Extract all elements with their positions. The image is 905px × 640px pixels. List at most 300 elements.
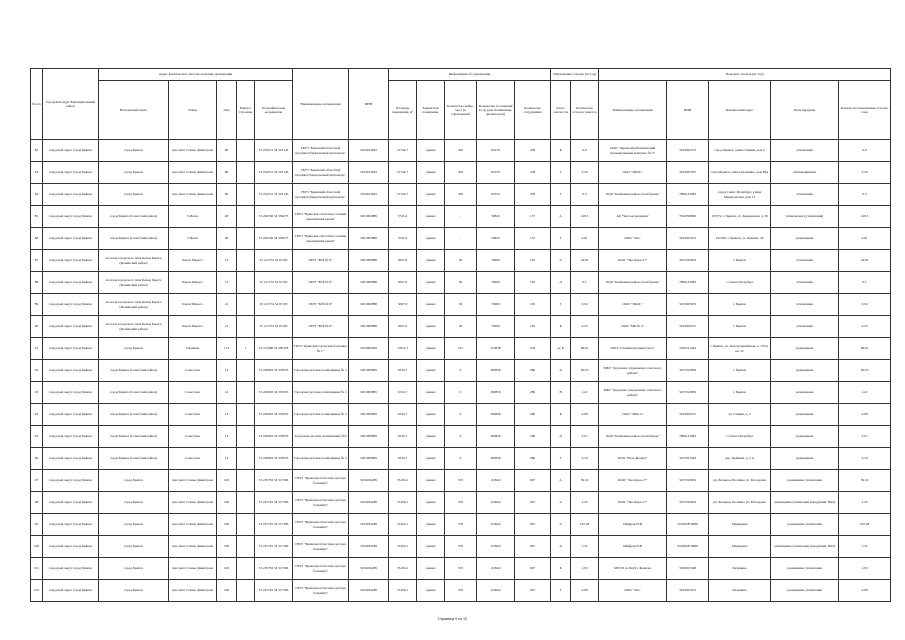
cell-purpose: размещение <box>771 360 839 382</box>
col-house: Дом <box>217 81 237 140</box>
cell-building <box>237 426 255 448</box>
row-number: 83 <box>31 162 43 184</box>
col-locality: Населенный пункт <box>99 81 169 140</box>
cell-inn: 3234034289 <box>349 470 389 492</box>
row-number: 84 <box>31 184 43 206</box>
cell-visits: 119942 <box>477 558 515 580</box>
col-waste-qty: Количество отходов тонн/год <box>571 81 599 140</box>
cell-transferred-qty: 0,02 <box>839 294 891 316</box>
cell-recipient-inn: 3232007935 <box>667 162 709 184</box>
cell-org: ГБУЗ "Брянская областная детская больница" <box>293 470 349 492</box>
cell-locality: город Брянск (Советский район) <box>99 206 169 228</box>
cell-building <box>237 382 255 404</box>
cell-street: проспект Станке Димитрова <box>169 514 217 536</box>
cell-recipient-address: город Санкт-Петербург, улица Минеральная, дом 13 <box>709 184 771 206</box>
cell-class: А <box>551 250 571 272</box>
cell-building-type: здание <box>417 338 445 360</box>
cell-inn: 3232000950 <box>349 338 389 360</box>
cell-org: ГБУЗ "Брянская областная детская больница" <box>293 558 349 580</box>
cell-recipient: ООО "Эко" <box>599 228 667 250</box>
table-row <box>31 426 891 448</box>
row-number: 100 <box>31 536 43 558</box>
cell-house: 12 <box>217 250 237 272</box>
cell-transferred-qty: 7,35 <box>839 536 891 558</box>
cell-building-type: здание <box>417 492 445 514</box>
cell-class: Д <box>551 272 571 294</box>
cell-class: Г <box>551 228 571 250</box>
cell-street: Советская <box>169 404 217 426</box>
table-row <box>31 338 891 360</box>
cell-recipient-address: г. Брянск <box>709 294 771 316</box>
cell-locality: поселок городского типа Белые Берега (Фокинский район) <box>99 316 169 338</box>
cell-visits: 282836 <box>477 382 515 404</box>
col-org: Наименование организации <box>293 69 349 140</box>
cell-visits: 50843 <box>477 206 515 228</box>
cell-house: 100 <box>217 558 237 580</box>
cell-recipient-inn: 3234004375 <box>667 404 709 426</box>
cell-building-type: здание <box>417 404 445 426</box>
cell-beds: - <box>445 228 477 250</box>
cell-staff: 907 <box>515 558 551 580</box>
cell-district: городской округ город Брянск <box>43 448 99 470</box>
cell-area: 5007,9 <box>389 316 417 338</box>
cell-org: ГБУЗ "Брянская областная детская больница" <box>293 536 349 558</box>
cell-coords: 53 248093 34 355953 <box>255 448 293 470</box>
cell-district: городской округ город Брянск <box>43 184 99 206</box>
cell-recipient-address: 197372, г. Брянск, ул. Краденкова, д. 39 <box>709 206 771 228</box>
table-row <box>31 272 891 294</box>
cell-inn: 3201002889 <box>349 206 389 228</box>
cell-building <box>237 294 255 316</box>
cell-building-type: здание <box>417 470 445 492</box>
cell-beds: 0 <box>445 404 477 426</box>
table-row <box>31 536 891 558</box>
cell-building-type: здание <box>417 250 445 272</box>
table-row <box>31 580 891 602</box>
cell-area: 35100,1 <box>389 536 417 558</box>
cell-staff: 280 <box>515 360 551 382</box>
cell-house: 80 <box>217 140 237 162</box>
cell-recipient-inn: 3257019954 <box>667 250 709 272</box>
cell-locality: город Брянск <box>99 338 169 360</box>
cell-recipient: ООО "Компания рынок хлопобраны" <box>599 426 667 448</box>
cell-transferred-qty: 0,19 <box>839 448 891 470</box>
cell-district: городской округ город Брянск <box>43 470 99 492</box>
cell-locality: город Брянск <box>99 492 169 514</box>
cell-staff: 478 <box>515 162 551 184</box>
cell-area: 6134,7 <box>389 382 417 404</box>
cell-beds: 0 <box>445 360 477 382</box>
cell-recipient: ООО "Компания рынок хлопобраны" <box>599 184 667 206</box>
cell-house: 14 <box>217 426 237 448</box>
cell-district: городской округ город Брянск <box>43 250 99 272</box>
cell-recipient: ООО "ЭКОС" <box>599 294 667 316</box>
table-row <box>31 514 891 536</box>
cell-recipient-address: рп. Большое Полпино ул. Молодежи <box>709 492 771 514</box>
cell-street: проспект Станке Димитрова <box>169 140 217 162</box>
cell-transferred-qty: 40,03 <box>839 360 891 382</box>
cell-house: 100 <box>217 470 237 492</box>
cell-locality: город Брянск (Советский район) <box>99 426 169 448</box>
cell-class: Д <box>551 426 571 448</box>
cell-coords: 53 211574 34 67193 <box>255 316 293 338</box>
cell-transferred-qty: 44,81 <box>839 250 891 272</box>
cell-waste-qty: 0,08 <box>571 404 599 426</box>
cell-beds: 0 <box>445 426 477 448</box>
cell-purpose: утилизация <box>771 294 839 316</box>
cell-waste-qty: 0,19 <box>571 448 599 470</box>
cell-org: Городская детская поликлиника № 2 <box>293 382 349 404</box>
cell-staff: 137 <box>515 228 551 250</box>
cell-inn: 3201000885 <box>349 404 389 426</box>
cell-waste-qty: 0,02 <box>571 294 599 316</box>
cell-recipient: ООО "Экосфера-17" <box>599 250 667 272</box>
col-num: № п/п <box>31 69 43 140</box>
cell-building-type: здание <box>417 382 445 404</box>
group-info: Информация об учреждении <box>389 69 551 81</box>
cell-class: Г <box>551 580 571 602</box>
cell-recipient-inn: 7806141082 <box>667 426 709 448</box>
table-row <box>31 382 891 404</box>
cell-visits: 76000 <box>477 316 515 338</box>
cell-waste-qty: 0,1 <box>571 272 599 294</box>
cell-class: А <box>551 492 571 514</box>
cell-class: Б <box>551 140 571 162</box>
cell-visits: 119942 <box>477 580 515 602</box>
cell-inn: 3234034289 <box>349 492 389 514</box>
cell-recipient: АО "Чистые решения" <box>599 206 667 228</box>
cell-waste-qty: 0,56 <box>571 162 599 184</box>
cell-inn: 3234034289 <box>349 514 389 536</box>
cell-locality: город Брянск <box>99 558 169 580</box>
table-row <box>31 140 891 162</box>
cell-transferred-qty: 0,56 <box>839 162 891 184</box>
table-row <box>31 316 891 338</box>
row-number: 98 <box>31 492 43 514</box>
cell-staff: 165 <box>515 250 551 272</box>
cell-district: городской округ город Брянск <box>43 558 99 580</box>
cell-house: 48 <box>217 228 237 250</box>
cell-transferred-qty: 2,45 <box>839 492 891 514</box>
cell-transferred-qty: 59,32 <box>839 470 891 492</box>
col-recipient: Наименование организации <box>599 81 667 140</box>
cell-recipient-address: Медведева <box>709 514 771 536</box>
table-row <box>31 558 891 580</box>
cell-recipient: ООО "Деревообрабатывающий промышленный комплекс № 2" <box>599 140 667 162</box>
cell-recipient-inn: 3257019954 <box>667 492 709 514</box>
cell-org: ГБУЗ "Брянская областная детская больница" <box>293 492 349 514</box>
col-recipient-address: Фактический адрес <box>709 81 771 140</box>
cell-class: А <box>551 206 571 228</box>
cell-area: 27144,7 <box>389 184 417 206</box>
cell-house: 12 <box>217 272 237 294</box>
cell-building-type: здание <box>417 272 445 294</box>
cell-recipient-inn: 7806141082 <box>667 184 709 206</box>
cell-coords: 53 248093 34 355953 <box>255 404 293 426</box>
cell-recipient: ООО "Компания рынок хлопобраны" <box>599 272 667 294</box>
cell-building-type: здание <box>417 140 445 162</box>
cell-building <box>237 558 255 580</box>
cell-waste-qty: 1,21 <box>571 382 599 404</box>
cell-building <box>237 250 255 272</box>
cell-purpose: утилизация <box>771 272 839 294</box>
col-beds: Количество койко-мест (в учреждении) <box>445 81 477 140</box>
cell-locality: город Брянск (Советский район) <box>99 360 169 382</box>
cell-area: 27144,7 <box>389 162 417 184</box>
cell-purpose: техническое (утилизация) <box>771 206 839 228</box>
cell-class: А <box>551 536 571 558</box>
cell-recipient-address: г. Брянск <box>709 360 771 382</box>
table-row <box>31 470 891 492</box>
table-row <box>31 294 891 316</box>
cell-area: 35100,1 <box>389 558 417 580</box>
cell-street: проспект Станке Димитрова <box>169 470 217 492</box>
cell-district: городской округ город Брянск <box>43 536 99 558</box>
cell-inn: 3201000888 <box>349 294 389 316</box>
col-street: Улица <box>169 81 217 140</box>
cell-class: А <box>551 514 571 536</box>
cell-street: Карла Маркса <box>169 316 217 338</box>
cell-beds: 50 <box>445 316 477 338</box>
cell-recipient-inn: 3234004373 <box>667 140 709 162</box>
cell-locality: город Брянск <box>99 184 169 206</box>
cell-building-type: здание <box>417 316 445 338</box>
cell-beds: 0 <box>445 382 477 404</box>
document-sheet <box>30 68 889 602</box>
cell-org: ГБУЗ "Брянский областной противотуберкулезный диспансер" <box>293 140 349 162</box>
cell-recipient: ООО "Экосфера-17" <box>599 470 667 492</box>
cell-recipient-inn: 323202874689 <box>667 514 709 536</box>
cell-visits: 91070 <box>477 184 515 206</box>
cell-locality: поселок городского типа Белые Берега (Фокинский район) <box>99 294 169 316</box>
row-number: 97 <box>31 470 43 492</box>
cell-coords: 53 248093 34 355953 <box>255 360 293 382</box>
cell-purpose: размещение <box>771 404 839 426</box>
cell-coords: 53 211574 34 67193 <box>255 294 293 316</box>
cell-building-type: здание <box>417 184 445 206</box>
cell-locality: город Брянск (Советский район) <box>99 228 169 250</box>
cell-class: Г <box>551 184 571 206</box>
cell-visits: 76000 <box>477 294 515 316</box>
header-row-groups <box>31 69 891 81</box>
cell-class: В <box>551 382 571 404</box>
cell-waste-qty: 2,45 <box>571 492 599 514</box>
cell-recipient-inn: 3257019954 <box>667 470 709 492</box>
cell-street: Карла Маркса <box>169 250 217 272</box>
cell-district: городской округ город Брянск <box>43 426 99 448</box>
cell-coords: 53 225781 34 317396 <box>255 580 293 602</box>
cell-building-type: здание <box>417 448 445 470</box>
cell-beds: 450 <box>445 140 477 162</box>
cell-recipient-address: Калинина <box>709 558 771 580</box>
cell-house: 100 <box>217 580 237 602</box>
table-body <box>31 140 891 602</box>
cell-building-type: здание <box>417 294 445 316</box>
cell-org: Городская детская поликлиника № 3 <box>293 404 349 426</box>
cell-coords: 53 248093 34 355953 <box>255 382 293 404</box>
cell-area: 5007,9 <box>389 250 417 272</box>
cell-area: 6134,7 <box>389 404 417 426</box>
cell-visits: 91070 <box>477 162 515 184</box>
cell-building <box>237 206 255 228</box>
cell-staff: 280 <box>515 382 551 404</box>
cell-transferred-qty: 0,6 <box>839 140 891 162</box>
cell-coords: 53 225781 34 317396 <box>255 470 293 492</box>
row-number: 87 <box>31 250 43 272</box>
cell-beds: 50 <box>445 294 477 316</box>
cell-house: 100 <box>217 514 237 536</box>
cell-recipient: МУСП по БОД г. Брянска <box>599 558 667 580</box>
cell-staff: 280 <box>515 426 551 448</box>
cell-coords: 53 225781 34 317396 <box>255 558 293 580</box>
cell-org: Городская детская поликлиника № 2 <box>293 448 349 470</box>
row-number: 93 <box>31 382 43 404</box>
cell-beds: 0 <box>445 448 477 470</box>
cell-district: городской округ город Брянск <box>43 360 99 382</box>
cell-building-type: здание <box>417 206 445 228</box>
cell-locality: город Брянск (Советский район) <box>99 382 169 404</box>
cell-locality: город Брянск (Советский район) <box>99 404 169 426</box>
cell-staff: 519 <box>515 338 551 360</box>
cell-district: городской округ город Брянск <box>43 206 99 228</box>
table-row <box>31 250 891 272</box>
cell-district: городской округ город Брянск <box>43 272 99 294</box>
cell-recipient-inn: 3200001348 <box>667 558 709 580</box>
col-class: Класс опасности <box>551 81 571 140</box>
cell-recipient-address: г. Санкт-Петербург <box>709 272 771 294</box>
table-row <box>31 162 891 184</box>
table-row <box>31 492 891 514</box>
cell-recipient: ООО "Экосфера-17" <box>599 492 667 514</box>
row-number: 101 <box>31 558 43 580</box>
group-transfer: Передача отходов (m /год) <box>599 69 891 81</box>
cell-beds: 570 <box>445 558 477 580</box>
cell-purpose: размещение <box>771 426 839 448</box>
cell-staff: 907 <box>515 470 551 492</box>
cell-waste-qty: 44,81 <box>571 250 599 272</box>
cell-locality: поселок городского типа Белые Берега (Фокинский район) <box>99 272 169 294</box>
cell-area: 3741,6 <box>389 228 417 250</box>
cell-building-type: здание <box>417 536 445 558</box>
cell-area: 6134,7 <box>389 360 417 382</box>
cell-class: Б <box>551 404 571 426</box>
cell-class: А <box>551 470 571 492</box>
group-address: Адрес фактического местоположения организации <box>99 69 293 81</box>
row-number: 91 <box>31 338 43 360</box>
cell-area: 6134,7 <box>389 448 417 470</box>
cell-locality: город Брянск <box>99 470 169 492</box>
cell-purpose: размещение утилизация <box>771 470 839 492</box>
cell-staff: 165 <box>515 294 551 316</box>
col-area: Площадь помещения, м² <box>389 81 417 140</box>
cell-waste-qty: 7,35 <box>571 536 599 558</box>
row-number: 94 <box>31 404 43 426</box>
table-row <box>31 448 891 470</box>
col-recipient-inn: ИНН <box>667 81 709 140</box>
cell-building <box>237 448 255 470</box>
cell-waste-qty: 1,93 <box>571 558 599 580</box>
cell-coords: 53 225781 34 317396 <box>255 514 293 536</box>
cell-street: проспект Станке Димитрова <box>169 492 217 514</box>
cell-recipient-inn: 323202874689 <box>667 536 709 558</box>
cell-district: городской округ город Брянск <box>43 338 99 360</box>
cell-building-type: здание <box>417 228 445 250</box>
cell-org: ГБУЗ "БГБ № 8" <box>293 272 349 294</box>
cell-street: 5 Июля <box>169 206 217 228</box>
cell-building <box>237 184 255 206</box>
cell-class: А <box>551 360 571 382</box>
row-number: 99 <box>31 514 43 536</box>
cell-purpose: размещение <box>771 448 839 470</box>
cell-staff: 478 <box>515 184 551 206</box>
cell-staff: 165 <box>515 316 551 338</box>
cell-recipient-inn: 3257012839 <box>667 360 709 382</box>
cell-recipient-address: город Брянск, улица Калинина, дом 89А <box>709 162 771 184</box>
row-number: 96 <box>31 448 43 470</box>
cell-org: Городская детская поликлиника №2 <box>293 426 349 448</box>
cell-house: 14 <box>217 382 237 404</box>
cell-class: Г <box>551 448 571 470</box>
cell-house: 80 <box>217 162 237 184</box>
cell-locality: город Брянск <box>99 536 169 558</box>
cell-recipient: ООО "МК № 2" <box>599 316 667 338</box>
cell-house: 14 <box>217 360 237 382</box>
row-number: 89 <box>31 294 43 316</box>
cell-inn: 3201000888 <box>349 272 389 294</box>
cell-purpose: размещение утилизация <box>771 514 839 536</box>
cell-coords: 53 211574 34 67193 <box>255 250 293 272</box>
cell-staff: 478 <box>515 140 551 162</box>
cell-beds: 570 <box>445 580 477 602</box>
cell-coords: 53 248093 34 355953 <box>255 426 293 448</box>
table-row <box>31 206 891 228</box>
col-visits: Количество посещений в год (для поликлиник, диспансеров) <box>477 81 515 140</box>
cell-visits: 282836 <box>477 448 515 470</box>
cell-visits: 91070 <box>477 140 515 162</box>
cell-locality: город Брянск <box>99 140 169 162</box>
cell-area: 27144,7 <box>389 140 417 162</box>
group-waste: Образование отходов (m /год) <box>551 69 599 81</box>
cell-waste-qty: 0,3 <box>571 184 599 206</box>
table-row <box>31 228 891 250</box>
cell-recipient: ООО "Специнтерсервисучета" <box>599 338 667 360</box>
cell-visits: 76000 <box>477 272 515 294</box>
cell-inn: 3234015843 <box>349 162 389 184</box>
cell-visits: 322838 <box>477 338 515 360</box>
cell-inn: 3201002889 <box>349 228 389 250</box>
cell-area: 6134,7 <box>389 426 417 448</box>
cell-recipient: МБУ "Дорожное управление советского района" <box>599 382 667 404</box>
cell-recipient: МБУ "Дорожное управление советского района" <box>599 360 667 382</box>
cell-building <box>237 536 255 558</box>
cell-visits: 282836 <box>477 360 515 382</box>
cell-recipient: ООО "Эко" <box>599 580 667 602</box>
cell-district: городской округ город Брянск <box>43 316 99 338</box>
cell-waste-qty: 0,07 <box>571 426 599 448</box>
cell-recipient-address: г. Брянск <box>709 382 771 404</box>
cell-staff: 280 <box>515 448 551 470</box>
cell-street: Советская <box>169 382 217 404</box>
cell-transferred-qty: 66,61 <box>839 338 891 360</box>
cell-building <box>237 580 255 602</box>
cell-building: 1 <box>237 338 255 360</box>
cell-org: ГБУЗ "БГБ № 8" <box>293 294 349 316</box>
cell-coords: 53 225781 34 317396 <box>255 536 293 558</box>
cell-waste-qty: 66,61 <box>571 338 599 360</box>
cell-district: городской округ город Брянск <box>43 580 99 602</box>
cell-recipient-address: ул. Глинки, д. 2 <box>709 404 771 426</box>
row-number: 90 <box>31 316 43 338</box>
